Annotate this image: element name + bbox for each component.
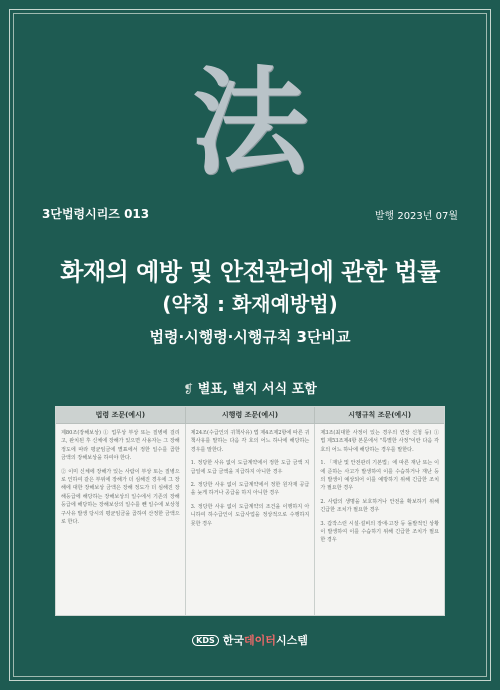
decree-paragraph: 제24조(수급인의 귀책사유) 법 제4조제2항에 따른 귀책사유를 말하는 다음 각 호의 어느 하나에 해당하는 경우를 말한다. [190, 430, 310, 453]
decree-column [186, 424, 316, 616]
book-title: 화재의 예방 및 안전관리에 관한 법률 [60, 258, 440, 286]
publisher-name-3: 시스템 [275, 634, 308, 647]
series-label: 3단법령시리즈 013 [42, 207, 150, 221]
table-body [56, 424, 444, 616]
comparison-table [55, 406, 445, 616]
publisher-name-1: 한국 [222, 634, 245, 647]
rule-paragraph: 1. 「재난 및 안전관리 기본법」에 따른 재난 또는 이에 준하는 사고가 발생하여 이를 수습하거나 재난 등의 발생이 예상되어 이를 예방하기 위해 긴급한 조치가 필요한 경우 [320, 460, 440, 492]
publisher [0, 632, 500, 648]
publisher-name-2: 데이터 [244, 634, 276, 647]
annex-note [0, 378, 500, 397]
table-header [56, 407, 444, 424]
rule-paragraph: 제3조(최대한 사정이 있는 경우의 연장 신청 등) ① 법 제53조제4항 본문에서 "특별한 사정"이란 다음 각 호의 어느 하나에 해당하는 경우를 말한다. [320, 430, 440, 453]
rule-column [315, 424, 444, 616]
book-subtitle: (약칭 : 화재예방법) [162, 292, 338, 316]
decree-paragraph: 3. 정당한 사유 없이 도급계약의 조건을 이행하지 아니하여 하수급인이 도급사업을 정상적으로 수행하지 못한 경우 [190, 503, 310, 527]
decree-paragraph: 2. 정당한 사유 없이 도급계약에서 정한 원자재 공급을 늦게 하거나 공급을 하지 아니한 경우 [190, 482, 310, 497]
ornament-icon: ❡ [183, 382, 194, 396]
law-column [56, 424, 186, 616]
header-decree: 시행령 조문(예시) [186, 407, 316, 423]
rule-paragraph: 2. 사람의 생명을 보호하거나 안전을 확보하기 위해 긴급한 조치가 필요한 경우 [320, 498, 440, 514]
header-rule: 시행규칙 조문(예시) [348, 411, 412, 419]
rule-paragraph: 3. 갑작스런 시설·설비의 장애·고장 등 돌발적인 상황이 발생하여 이를 수습하기 위해 긴급한 조치가 필요한 경우 [320, 520, 440, 544]
comparison-label: 법령·시행령·시행규칙 3단비교 [149, 328, 351, 346]
law-paragraph: ② 이미 신체에 장해가 있는 사람이 부상 또는 질병으로 인하여 같은 부위에 장해가 더 심해진 경우에 그 장해에 대한 장해보상 금액은 장해 정도가 더 심해진 장해등급에 해당하는 장해보상의 일수에서 기존의 장해등급에 해당하는 장해보상의 일수를 뺀 일수에 보상청구사유 발생 당시의 평균임금을 곱하여 산정한 금액으로 한다. [61, 468, 180, 526]
annex-note-text: 별표, 별지 서식 포함 [197, 382, 317, 397]
law-paragraph: 제80조(장해보상) ① 업무상 부상 또는 질병에 걸리고, 완치된 후 신체에 장해가 있으면 사용자는 그 장해 정도에 따라 평균임금에 별표에서 정한 일수를 곱한 금액의 장해보상을 하여야 한다. [61, 430, 180, 462]
publisher-logo: KDS [192, 635, 219, 646]
decree-paragraph: 1. 정당한 사유 없이 도급계약에서 정한 도급 금액 지급일에 도급 금액을 지급하지 아니한 경우 [190, 460, 310, 475]
hanja-character: 法 [192, 55, 308, 191]
issue-date: 발행 2023년 07월 [374, 211, 458, 222]
header-law: 법령 조문(예시) [56, 407, 186, 423]
